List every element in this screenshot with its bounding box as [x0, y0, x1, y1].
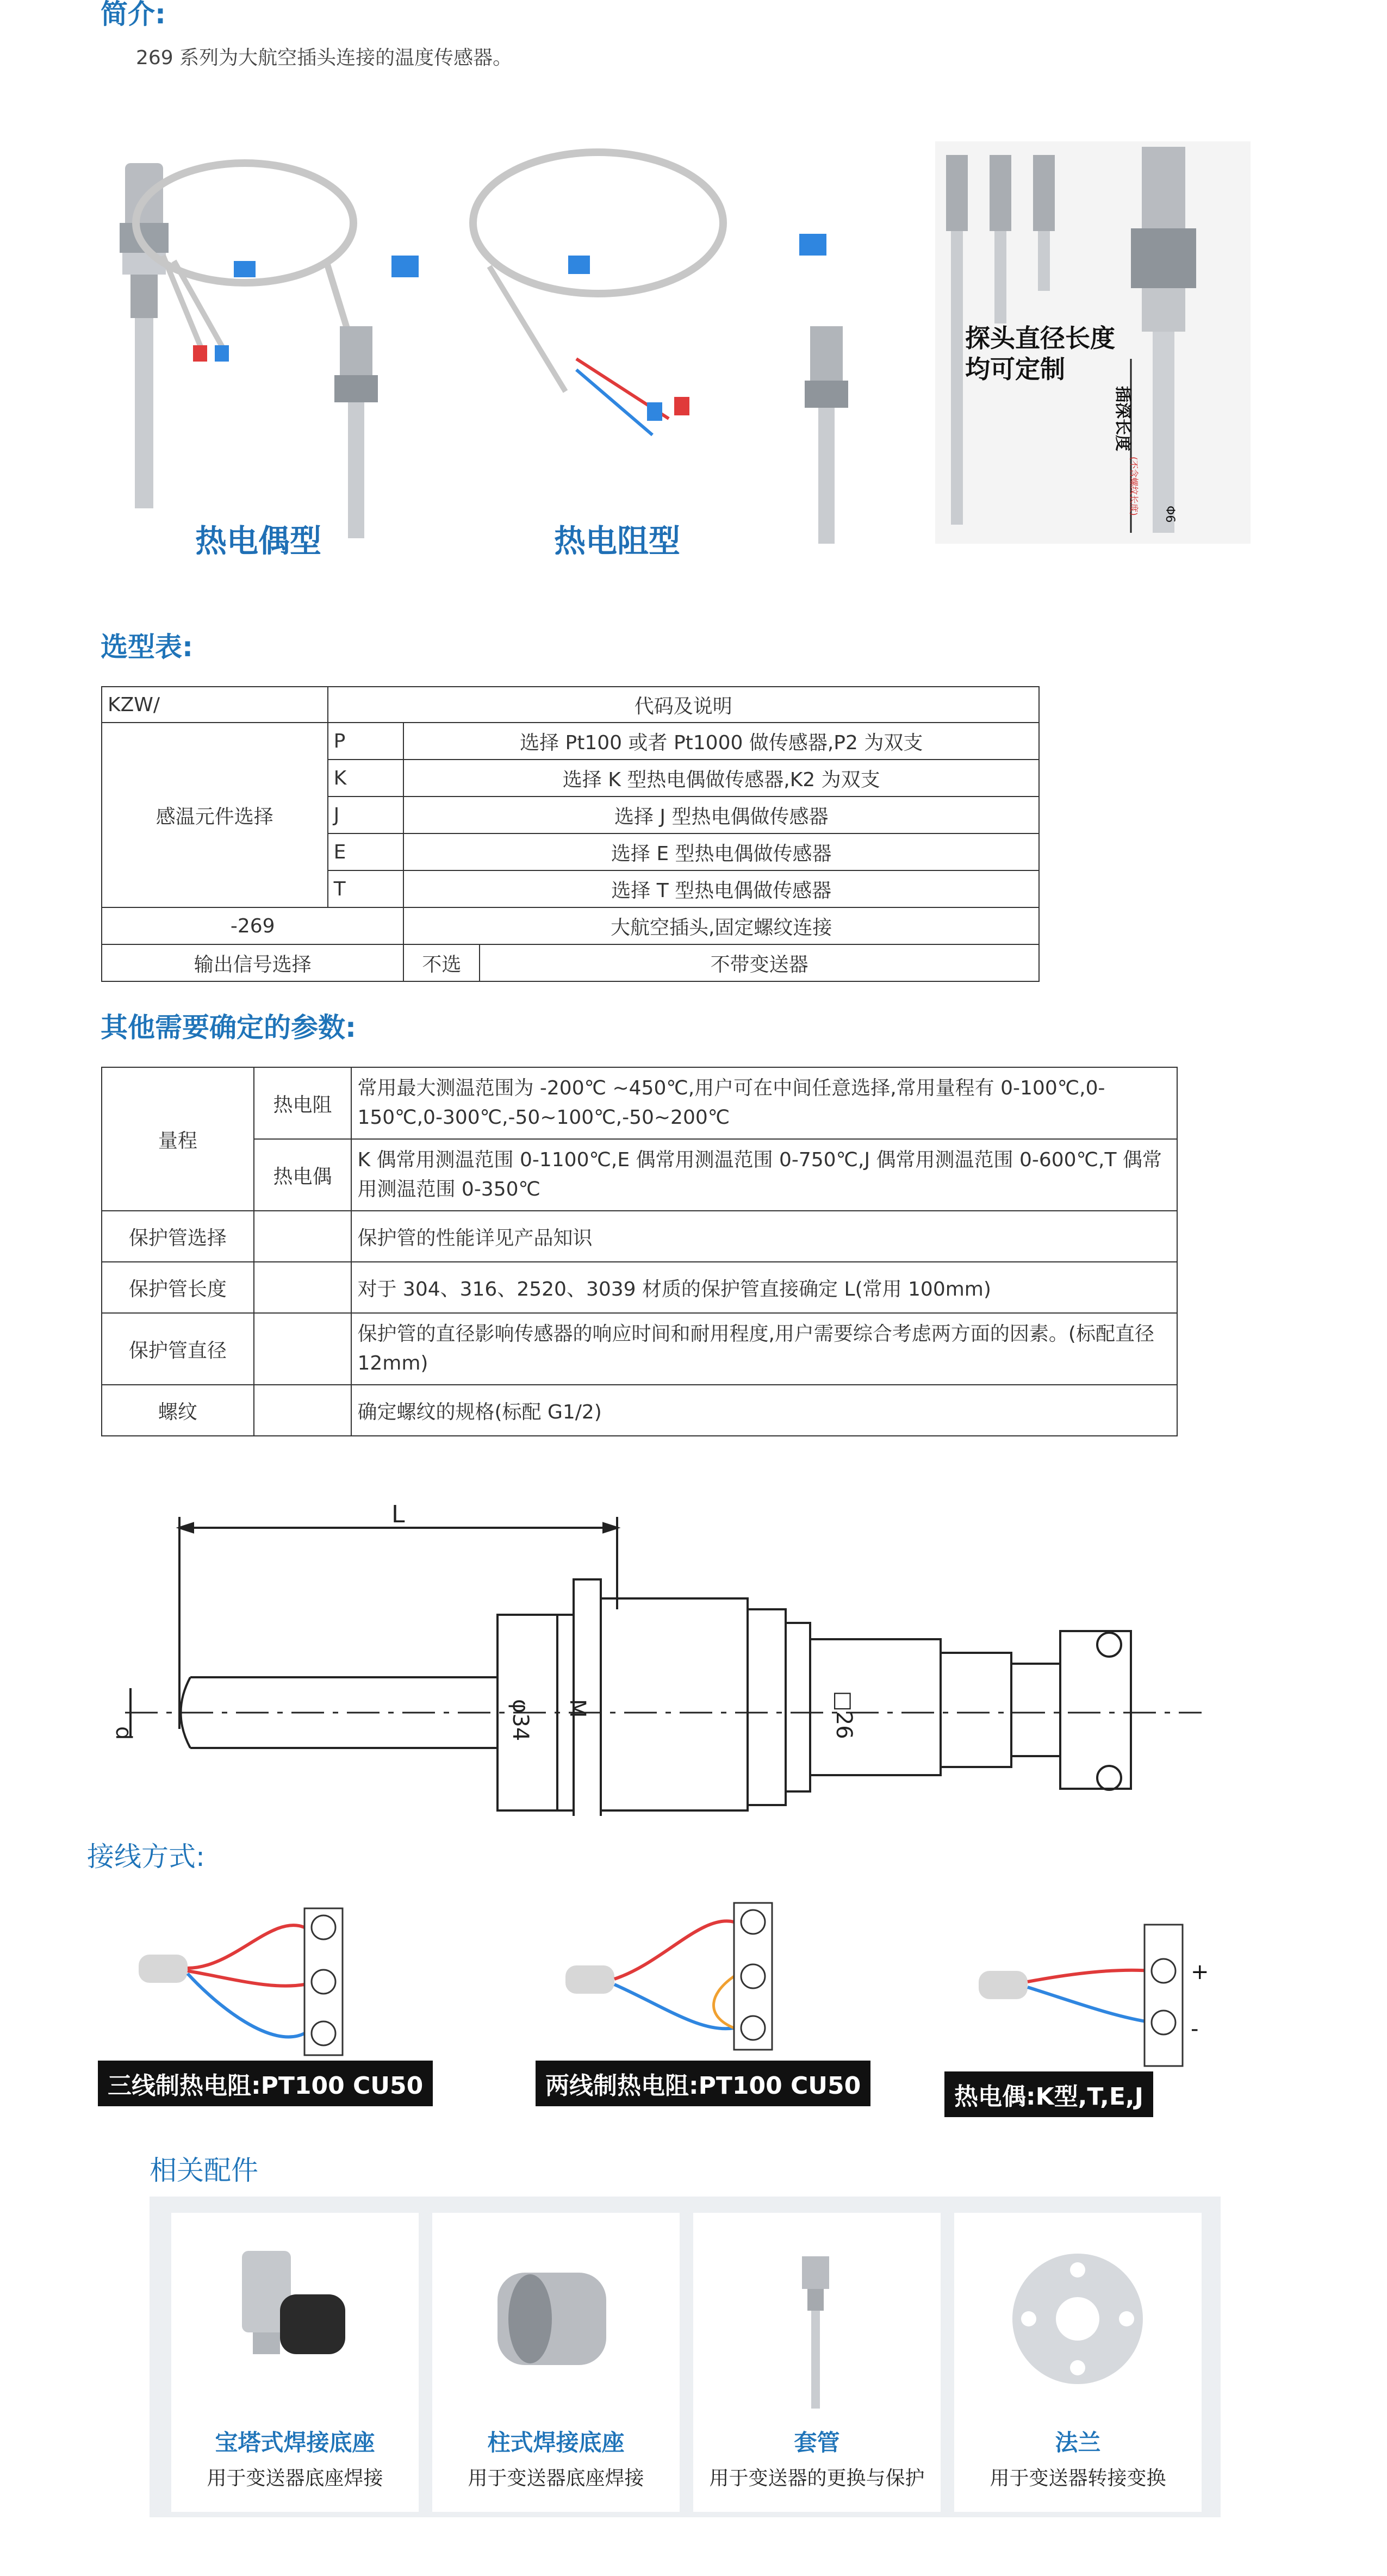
- accessory-name: 柱式焊接底座: [487, 2429, 625, 2456]
- intro-heading: 简介:: [101, 0, 166, 30]
- accessory-card[interactable]: [693, 2213, 941, 2512]
- dim-d: d: [111, 1726, 136, 1740]
- photo-thermocouple: [136, 163, 419, 538]
- param-label: 保护管长度: [102, 1262, 254, 1313]
- accessory-name: 法兰: [1055, 2429, 1101, 2456]
- terminal-minus: -: [1191, 2017, 1199, 2042]
- header-code: KZW/: [102, 687, 328, 723]
- row-desc: 选择 T 型热电偶做传感器: [403, 870, 1039, 907]
- product-photos: [109, 130, 1251, 555]
- product-photos-svg: [109, 130, 1251, 555]
- row-code: P: [328, 723, 404, 760]
- photo-sensor-bare: [120, 163, 169, 508]
- dimension-drawing: [98, 1501, 1218, 1816]
- accessory-desc: 用于变送器的更换与保护: [709, 2467, 925, 2490]
- intro-text: 269 系列为大航空插头连接的温度传感器。: [136, 47, 513, 69]
- row-code: E: [328, 833, 404, 870]
- wiring-caption: 三线制热电阻:PT100 CU50: [98, 2061, 433, 2106]
- wiring-caption: 热电偶:K型,T,E,J: [944, 2071, 1153, 2117]
- selection-table: [101, 686, 1040, 982]
- diameter-label: Φ6: [1163, 506, 1177, 523]
- param-label: 保护管选择: [102, 1211, 254, 1262]
- rtd-text: 常用最大测温范围为 -200℃ ~450℃,用户可在中间任意选择,常用量程有 0-100℃,0-150℃,0-300℃,-50~100℃,-50~200℃: [351, 1067, 1177, 1139]
- custom-note-1: 探头直径长度: [965, 323, 1115, 353]
- terminal-plus: +: [1191, 1959, 1209, 1984]
- dim-phi34: φ34: [508, 1699, 533, 1741]
- insert-depth-sub: (不含螺纹长度): [1129, 457, 1139, 516]
- selection-heading: 选型表:: [101, 631, 193, 663]
- row-code: J: [328, 797, 404, 833]
- dim-sq26: □26: [831, 1691, 856, 1739]
- dim-L: L: [391, 1501, 405, 1528]
- row-code: K: [328, 760, 404, 797]
- conn-desc: 大航空插头,固定螺纹连接: [403, 907, 1039, 944]
- param-text: 对于 304、316、2520、3039 材质的保护管直接确定 L(常用 100mm): [351, 1262, 1177, 1313]
- params-table: [101, 1067, 1178, 1436]
- row-desc: 选择 J 型热电偶做传感器: [403, 797, 1039, 833]
- conn-code: -269: [102, 907, 403, 944]
- out-code: 不选: [403, 944, 480, 981]
- out-desc: 不带变送器: [480, 944, 1039, 981]
- insert-depth-label: 插深长度: [1113, 386, 1132, 451]
- photo-rtd: [473, 152, 848, 544]
- accessory-desc: 用于变送器转接变换: [990, 2467, 1166, 2490]
- accessories-heading: 相关配件: [150, 2155, 258, 2186]
- caption-rtd: 热电阻型: [553, 522, 681, 555]
- accessory-tower-base-image: [171, 2213, 419, 2392]
- range-label: 量程: [102, 1067, 254, 1211]
- accessory-desc: 用于变送器底座焊接: [207, 2467, 383, 2490]
- dimension-drawing-svg: [98, 1501, 1218, 1816]
- row-desc: 选择 Pt100 或者 Pt1000 做传感器,P2 为双支: [403, 723, 1039, 760]
- group-label: 感温元件选择: [102, 723, 328, 907]
- accessory-desc: 用于变送器底座焊接: [468, 2467, 644, 2490]
- accessory-column-base-image: [432, 2213, 680, 2392]
- param-text: 保护管的直径影响传感器的响应时间和耐用程度,用户需要综合考虑两方面的因素。(标配直径 12mm): [351, 1313, 1177, 1385]
- row-code: T: [328, 870, 404, 907]
- header-desc: 代码及说明: [328, 687, 1039, 723]
- param-text: 保护管的性能详见产品知识: [351, 1211, 1177, 1262]
- rtd-label: 热电阻: [254, 1067, 352, 1139]
- param-label: 保护管直径: [102, 1313, 254, 1385]
- out-label: 输出信号选择: [102, 944, 403, 981]
- params-heading: 其他需要确定的参数:: [101, 1012, 356, 1043]
- param-text: 确定螺纹的规格(标配 G1/2): [351, 1385, 1177, 1436]
- accessory-sleeve-image: [693, 2213, 941, 2409]
- tc-label: 热电偶: [254, 1139, 352, 1211]
- dim-M: M: [565, 1699, 590, 1718]
- row-desc: 选择 E 型热电偶做传感器: [403, 833, 1039, 870]
- accessory-card[interactable]: [171, 2213, 419, 2512]
- accessories-panel: [150, 2197, 1221, 2517]
- accessory-flange-image: [954, 2213, 1202, 2392]
- tc-text: K 偶常用测温范围 0-1100℃,E 偶常用测温范围 0-750℃,J 偶常用测温范围 0-600℃,T 偶常用测温范围 0-350℃: [351, 1139, 1177, 1211]
- custom-note-2: 均可定制: [965, 354, 1065, 384]
- accessory-name: 套管: [794, 2429, 840, 2456]
- accessory-name: 宝塔式焊接底座: [215, 2429, 375, 2456]
- caption-thermocouple: 热电偶型: [195, 522, 322, 555]
- row-desc: 选择 K 型热电偶做传感器,K2 为双支: [403, 760, 1039, 797]
- param-label: 螺纹: [102, 1385, 254, 1436]
- accessory-card[interactable]: [954, 2213, 1202, 2512]
- accessory-card[interactable]: [432, 2213, 680, 2512]
- wiring-heading: 接线方式:: [87, 1841, 205, 1872]
- wiring-caption: 两线制热电阻:PT100 CU50: [536, 2061, 870, 2106]
